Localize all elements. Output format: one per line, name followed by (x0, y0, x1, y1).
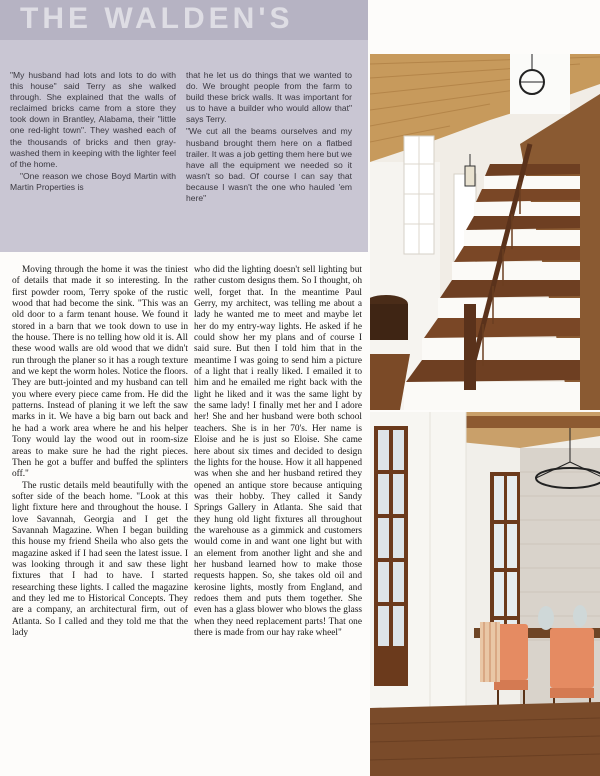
pull-quote-paragraph: "We cut all the beams ourselves and my husband brought them here on a flatbed trailer. It was a job getting them here but we have all the equipment we needed so it wasn't so bad. Of course I can say that because I wasn't the one who hauled 'em here" (186, 126, 352, 204)
header-band (0, 0, 368, 40)
article-paragraph: who did the lighting doesn't sell lighting but rather custom designs them. So I thought, oh well, forget that. In the meantime Paul Gerry, my architect, was telling me about a lady he wanted me to meet and maybe let her do my entry-way lights. He asked if he could show her my plans and of course I said sure. But then I told him that in the meantime I was going to send him a picture of a light that i really liked. I emailed it to him and he emailed me right back with the light he liked and it was the same light by the same lady! I finally met her and I adore her! She and her husband were both school teachers. She is in her 70's. Her name is Eloise and he is just so Eloise. She came here about six times and decided to design the lights for the house. How it all happened was when she and her husband retired they opened an antique store because antiquing was their hobby. They called it Sandy Springs Gallery in Atlanta. She said that they hung old light fixtures all throughout the warehouse as a gimmick and customers would come in and want one light but with an element from another light and she and her husband learned how to make those requests happen. So, she takes old oil and kerosine lights, mostly from England, and redoes them and puts them together. She even has a glass blower who blows the glass when they need replacement parts! That one there is made from our hay rake wheel" (194, 265, 362, 638)
section-title: THE WALDEN'S (20, 2, 294, 35)
article-paragraph: Moving through the home it was the tiniest of details that made it so interesting. In the first powder room, Terry spoke of the rustic wood that had become the sink. "This was an old door to a farm tenant house. We found it stored in a barn that we took down to use in the house. There is no telling how old it is. All these wood walls are old wood that we didn't run through the planer so it has a rough texture and we kept the worm holes. Notice the floors. They are butt-jointed and my husband can tell you where every piece came from. He did the patterns. Instead of planing it we left the saw marks in it. We have a big barn out back and he had a work area where he and his helper Tony would lay the wood out in room-size areas to make sure he had the right pieces. Then he got a buffer and buffed the splinters off." (12, 265, 188, 480)
pull-quote-paragraph: that he let us do things that we wanted to do. We brought people from the farm to build these brick walls. It was important for us to have a builder who would allow that" says Terry. (186, 70, 352, 125)
staircase-photo (370, 54, 600, 410)
pull-quote-paragraph: "One reason we chose Boyd Martin with Martin Properties is (10, 170, 176, 192)
article-left-column (12, 265, 188, 639)
dining-room-illustration (370, 412, 600, 776)
pull-quote-paragraph: "My husband had lots and lots to do with this house" said Terry as she walked through. She explained that the walls of reclaimed bricks came from a store they took down in Brantley, Alabama, their "little one red-light town". They washed each of the thousands of bricks and then gray-washed them in keeping with the lighter feel of the home. (10, 70, 176, 169)
dining-room-photo (370, 412, 600, 776)
pull-quote-right-column (186, 70, 352, 205)
pull-quote-left-column (10, 70, 176, 194)
article-right-column (194, 265, 362, 639)
article-paragraph: The rustic details meld beautifully with the softer side of the beach home. "Look at this light fixture here and throughout the house. I love Savannah, Georgia and I get the Savannah Magazine. When I began building this house my friend Sheila who also gets the magazine asked if I had seen the latest issue. I was looking through it and saw these light fixtures that I had to have. I started researching these lights. I called the magazine and they led me to Historical Concepts. They are a company, an architectural firm, out of Atlanta. So I called and they told me that the lady (12, 480, 188, 638)
pull-quote-box (0, 40, 368, 252)
staircase-illustration (370, 54, 600, 410)
